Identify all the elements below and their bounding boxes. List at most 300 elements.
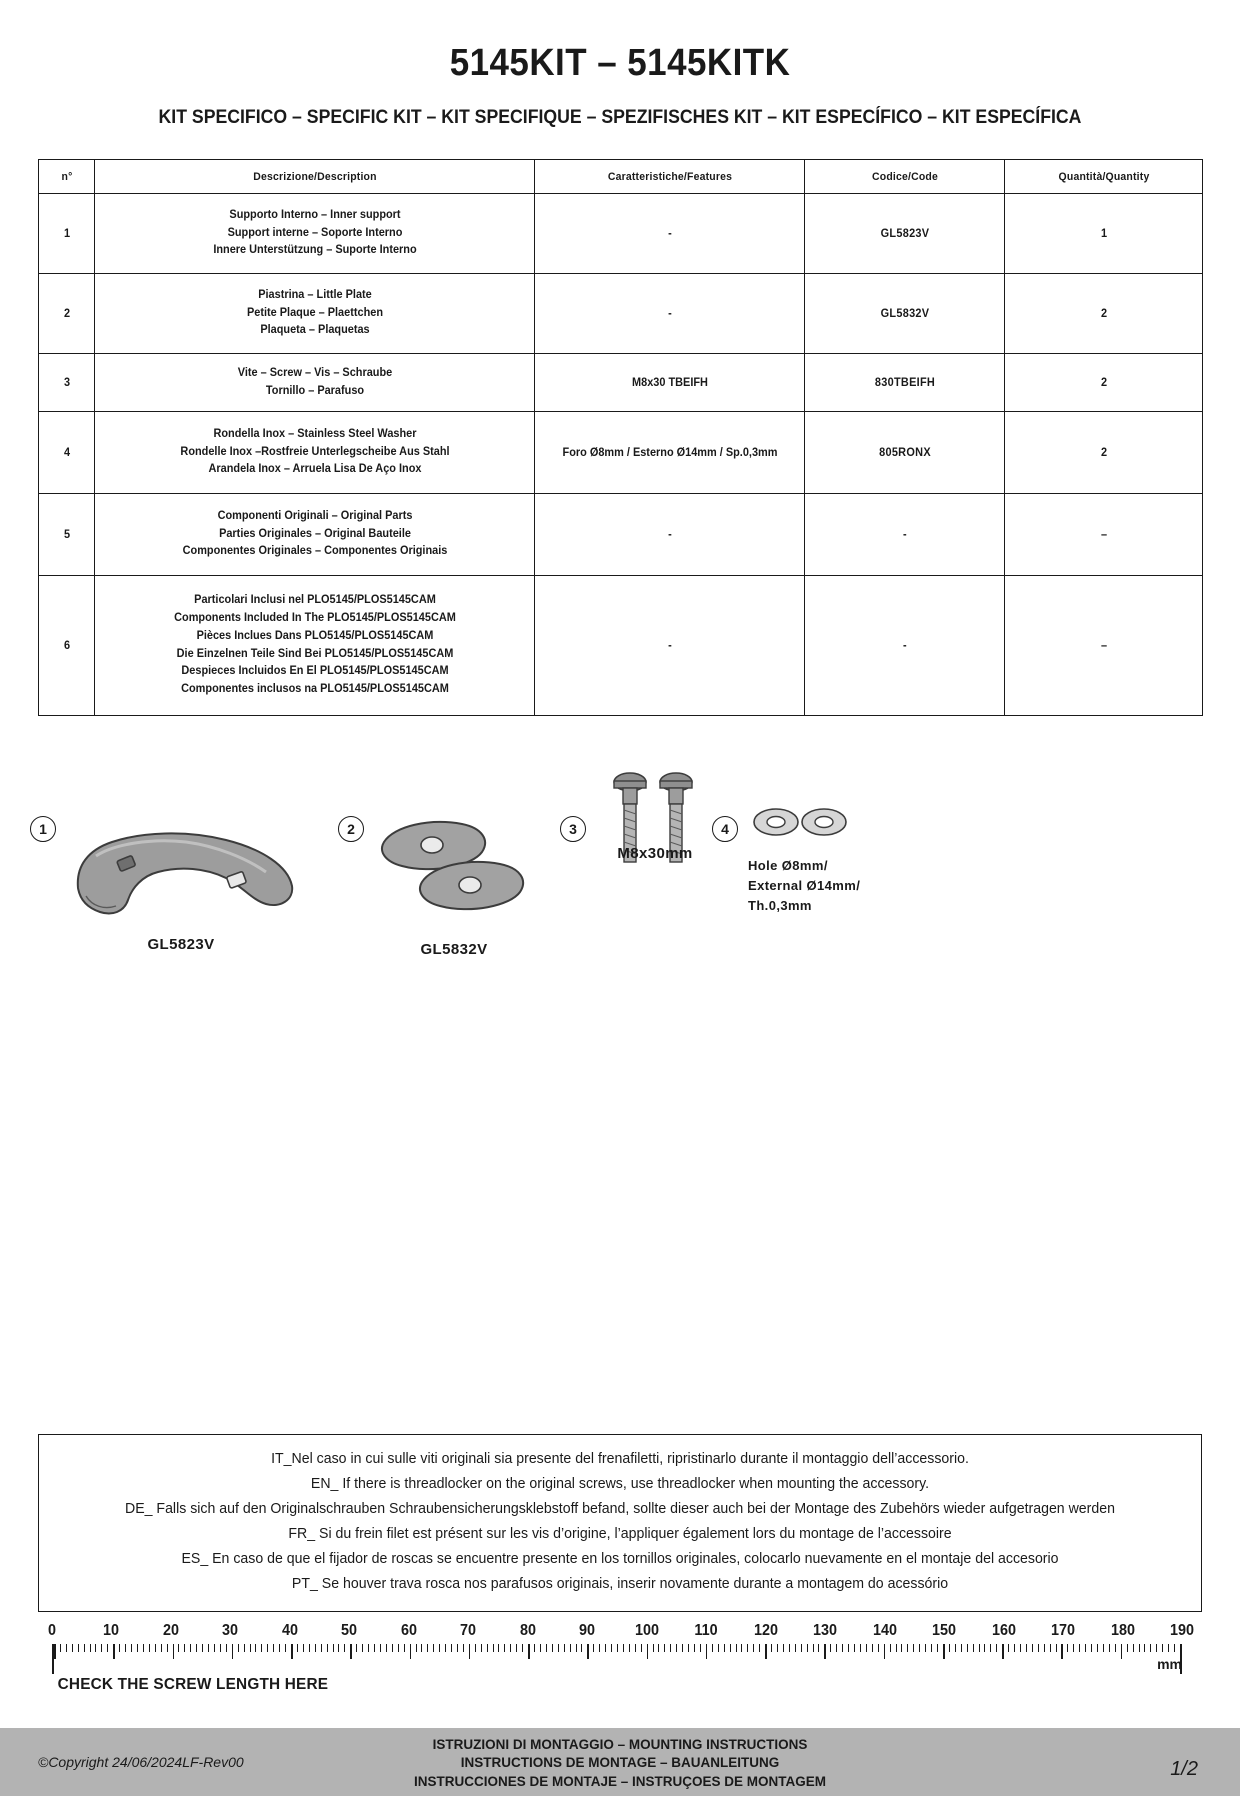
ruler-tick-minor	[1091, 1644, 1092, 1652]
ruler-number: 70	[460, 1622, 477, 1639]
ruler-tick-minor	[807, 1644, 808, 1652]
ruler-number: 130	[813, 1622, 838, 1639]
ruler-tick-minor	[979, 1644, 980, 1652]
ruler-number: 20	[162, 1622, 179, 1639]
ruler-tick-major	[54, 1644, 56, 1659]
ruler-tick-minor	[1085, 1644, 1086, 1652]
ruler-tick-minor	[1073, 1644, 1074, 1652]
ruler-tick-minor	[872, 1644, 873, 1652]
ruler-tick-minor	[214, 1644, 215, 1652]
figure-number-1: 1	[30, 816, 56, 842]
ruler-tick-minor	[516, 1644, 517, 1652]
ruler-tick-minor	[552, 1644, 553, 1652]
ruler-tick-major	[824, 1644, 826, 1659]
ruler-tick-minor	[700, 1644, 701, 1652]
desc-line: Die Einzelnen Teile Sind Bei PLO5145/PLOS5145CAM	[176, 647, 453, 660]
ruler-tick-minor	[261, 1644, 262, 1652]
row-quantity: 2	[1009, 354, 1197, 412]
ruler-tick-minor	[712, 1644, 713, 1652]
table-row	[39, 194, 1203, 274]
ruler-tick-minor	[374, 1644, 375, 1652]
copyright-text: ©Copyright 24/06/2024LF-Rev00	[38, 1754, 244, 1770]
ruler-tick-minor	[830, 1644, 831, 1652]
ruler-tick-minor	[72, 1644, 73, 1652]
warning-line-pt: PT_ Se houver trava rosca nos parafusos originais, inserir novamente durante a montagem do acessório	[291, 1575, 949, 1592]
washer-spec-line: Th.0,3mm	[748, 898, 812, 914]
ruler-tick-minor	[676, 1644, 677, 1652]
row-number: 6	[40, 576, 93, 716]
table-row	[39, 494, 1203, 576]
row-number: 5	[40, 494, 93, 576]
column-header-code: Codice/Code	[810, 160, 1000, 194]
ruler-tick-minor	[226, 1644, 227, 1652]
figure-label-1: GL5823V	[147, 936, 215, 953]
table-row	[39, 274, 1203, 354]
ruler-tick-minor	[1020, 1644, 1021, 1652]
ruler-tick-minor	[1032, 1644, 1033, 1652]
row-description	[106, 274, 524, 354]
ruler-tick-minor	[641, 1644, 642, 1652]
ruler-tick-minor	[576, 1644, 577, 1652]
row-description	[106, 494, 524, 576]
desc-line: Plaqueta – Plaquetas	[259, 324, 370, 337]
ruler-tick-minor	[1156, 1644, 1157, 1652]
ruler-tick-minor	[1067, 1644, 1068, 1652]
ruler-tick-minor	[285, 1644, 286, 1652]
ruler-tick-minor	[1150, 1644, 1151, 1652]
ruler-tick-minor	[1079, 1644, 1080, 1652]
ruler-tick-minor	[854, 1644, 855, 1652]
ruler-tick-minor	[510, 1644, 511, 1652]
ruler-tick-minor	[522, 1644, 523, 1652]
row-quantity: 1	[1009, 194, 1197, 274]
ruler-tick-minor	[380, 1644, 381, 1652]
parts-table-wrapper	[38, 159, 1202, 716]
ruler-tick-minor	[327, 1644, 328, 1652]
desc-line: Supporto Interno – Inner support	[228, 208, 401, 221]
ruler-tick-minor	[60, 1644, 61, 1652]
ruler-tick-minor	[137, 1644, 138, 1652]
ruler-tick-minor	[386, 1644, 387, 1652]
figure-number-3: 3	[560, 816, 586, 842]
ruler-tick-minor	[670, 1644, 671, 1652]
ruler-tick-minor	[1174, 1644, 1175, 1652]
figure-3	[560, 816, 710, 862]
ruler-tick-minor	[84, 1644, 85, 1652]
ruler-tick-minor	[66, 1644, 67, 1652]
ruler-tick-minor	[392, 1644, 393, 1652]
ruler-tick-minor	[653, 1644, 654, 1652]
ruler-tick-minor	[818, 1644, 819, 1652]
figure-4	[712, 816, 868, 916]
ruler-tick-minor	[913, 1644, 914, 1652]
ruler-tick-minor	[777, 1644, 778, 1652]
ruler-tick-minor	[267, 1644, 268, 1652]
ruler-tick-minor	[487, 1644, 488, 1652]
ruler-tick-minor	[321, 1644, 322, 1652]
row-description	[106, 412, 524, 494]
ruler-tick-minor	[570, 1644, 571, 1652]
ruler-number: 10	[103, 1622, 120, 1639]
ruler-tick-minor	[907, 1644, 908, 1652]
row-number: 2	[40, 274, 93, 354]
warning-line-en: EN_ If there is threadlocker on the original screws, use threadlocker when mounting the accessory.	[310, 1475, 930, 1492]
ruler-number: 170	[1051, 1622, 1076, 1639]
desc-line: Components Included In The PLO5145/PLOS5145CAM	[173, 611, 456, 624]
ruler-tick-minor	[534, 1644, 535, 1652]
ruler-tick-minor	[724, 1644, 725, 1652]
row-description	[106, 354, 524, 412]
ruler-tick-major	[173, 1644, 175, 1659]
ruler-number: 30	[222, 1622, 239, 1639]
ruler-tick-minor	[303, 1644, 304, 1652]
ruler-tick-minor	[451, 1644, 452, 1652]
ruler-number: 180	[1110, 1622, 1135, 1639]
ruler-tick-minor	[90, 1644, 91, 1652]
ruler-tick-minor	[925, 1644, 926, 1652]
ruler-tick-minor	[297, 1644, 298, 1652]
ruler-tick-minor	[1168, 1644, 1169, 1652]
ruler-tick-major	[765, 1644, 767, 1659]
ruler-tick-minor	[629, 1644, 630, 1652]
ruler-number: 50	[341, 1622, 358, 1639]
ruler-tick-major	[647, 1644, 649, 1659]
ruler-tick-minor	[1026, 1644, 1027, 1652]
ruler-tick-minor	[896, 1644, 897, 1652]
ruler-tick-major	[350, 1644, 352, 1659]
ruler-tick-minor	[493, 1644, 494, 1652]
ruler-tick-minor	[338, 1644, 339, 1652]
page-footer	[0, 1728, 1240, 1796]
ruler-tick-minor	[208, 1644, 209, 1652]
instruction-sheet	[0, 42, 1240, 1796]
ruler-tick-minor	[333, 1644, 334, 1652]
row-code: 805RONX	[810, 412, 1000, 494]
desc-line: Pièces Inclues Dans PLO5145/PLOS5145CAM	[196, 629, 433, 642]
ruler-tick-minor	[842, 1644, 843, 1652]
ruler-tick-minor	[1144, 1644, 1145, 1652]
ruler-tick-minor	[498, 1644, 499, 1652]
ruler-tick-major	[232, 1644, 234, 1659]
ruler-tick-major	[884, 1644, 886, 1659]
ruler-tick-minor	[202, 1644, 203, 1652]
ruler-tick-major	[528, 1644, 530, 1659]
desc-line: Componentes Originales – Componentes Originais	[182, 545, 447, 558]
ruler-tick-minor	[664, 1644, 665, 1652]
ruler-tick-minor	[682, 1644, 683, 1652]
ruler-tick-minor	[220, 1644, 221, 1652]
ruler-tick-minor	[457, 1644, 458, 1652]
ruler-number: 80	[519, 1622, 536, 1639]
ruler-number: 160	[991, 1622, 1016, 1639]
ruler-number: 0	[47, 1622, 57, 1639]
ruler-tick-minor	[747, 1644, 748, 1652]
ruler-number: 190	[1169, 1622, 1195, 1639]
ruler-tick-minor	[356, 1644, 357, 1652]
ruler-tick-minor	[178, 1644, 179, 1652]
ruler-tick-minor	[1133, 1644, 1134, 1652]
ruler-tick-minor	[771, 1644, 772, 1652]
ruler-tick-minor	[1008, 1644, 1009, 1652]
ruler-tick-minor	[196, 1644, 197, 1652]
washer-spec-line: External Ø14mm/	[748, 878, 861, 894]
ruler-tick-minor	[255, 1644, 256, 1652]
ruler-tick-major	[587, 1644, 589, 1659]
ruler-tick-minor	[149, 1644, 150, 1652]
desc-line: Particolari Inclusi nel PLO5145/PLOS5145CAM	[193, 594, 436, 607]
row-description	[106, 194, 524, 274]
ruler-tick-minor	[238, 1644, 239, 1652]
ruler-tick-minor	[694, 1644, 695, 1652]
figure-number-4: 4	[712, 816, 738, 842]
desc-line: Petite Plaque – Plaettchen	[246, 306, 383, 319]
ruler-tick-minor	[890, 1644, 891, 1652]
footer-titles	[0, 1736, 1240, 1791]
row-quantity: 2	[1009, 274, 1197, 354]
ruler-tick-minor	[937, 1644, 938, 1652]
page-number: 1/2	[1170, 1758, 1198, 1780]
ruler-tick-minor	[398, 1644, 399, 1652]
ruler-scale-numbers	[47, 1622, 1195, 1644]
ruler-tick-minor	[439, 1644, 440, 1652]
ruler-tick-minor	[984, 1644, 985, 1652]
column-header-quantity: Quantità/Quantity	[1009, 160, 1197, 194]
ruler-tick-minor	[78, 1644, 79, 1652]
ruler-tick-minor	[1127, 1644, 1128, 1652]
ruler-tick-minor	[155, 1644, 156, 1652]
ruler-tick-minor	[1103, 1644, 1104, 1652]
row-features: M8x30 TBEIFH	[541, 354, 798, 412]
ruler-tick-minor	[617, 1644, 618, 1652]
ruler-tick-minor	[546, 1644, 547, 1652]
row-code: GL5832V	[810, 274, 1000, 354]
ruler-tick-major	[113, 1644, 115, 1659]
ruler-tick-minor	[368, 1644, 369, 1652]
ruler-tick-major	[291, 1644, 293, 1659]
footer-title-line: INSTRUCCIONES DE MONTAJE – INSTRUÇOES DE MONTAGEM	[413, 1773, 827, 1789]
ruler-tick-major	[410, 1644, 412, 1659]
page-subtitle: KIT SPECIFICO – SPECIFIC KIT – KIT SPECIFIQUE – SPEZIFISCHES KIT – KIT ESPECÍFICO – KIT ESPECÍFICA	[158, 107, 1082, 128]
ruler-tick-minor	[1050, 1644, 1051, 1652]
row-number: 1	[40, 194, 93, 274]
ruler-tick-minor	[611, 1644, 612, 1652]
ruler-tick-minor	[279, 1644, 280, 1652]
ruler-tick-minor	[836, 1644, 837, 1652]
inner-support-illustration	[66, 816, 296, 926]
ruler-tick-minor	[1014, 1644, 1015, 1652]
desc-line: Parties Originales – Original Bauteile	[218, 527, 411, 540]
figure-label-4	[748, 856, 868, 916]
ruler-tick-minor	[309, 1644, 310, 1652]
little-plate-illustration	[374, 816, 534, 931]
ruler-tick-minor	[445, 1644, 446, 1652]
warning-line-fr: FR_ Si du frein filet est présent sur les vis d’origine, l’appliquer également lors du montage de l’accessoire	[288, 1525, 952, 1542]
row-code: 830TBEIFH	[810, 354, 1000, 412]
figure-2	[338, 816, 534, 958]
ruler-tick-minor	[558, 1644, 559, 1652]
ruler-tick-minor	[143, 1644, 144, 1652]
ruler-tick-minor	[95, 1644, 96, 1652]
ruler-tick-minor	[635, 1644, 636, 1652]
ruler-tick-minor	[463, 1644, 464, 1652]
ruler-number: 150	[932, 1622, 957, 1639]
ruler-tick-major	[1121, 1644, 1123, 1659]
ruler-tick-major	[469, 1644, 471, 1659]
ruler-tick-minor	[481, 1644, 482, 1652]
ruler-tick-minor	[184, 1644, 185, 1652]
component-illustrations	[0, 754, 1240, 958]
page-title: 5145KIT – 5145KITK	[449, 42, 791, 84]
desc-line: Support interne – Soporte Interno	[227, 226, 402, 239]
ruler-tick-minor	[718, 1644, 719, 1652]
ruler-tick-minor	[581, 1644, 582, 1652]
desc-line: Vite – Screw – Vis – Schraube	[237, 366, 392, 379]
ruler-tick-minor	[125, 1644, 126, 1652]
ruler-number: 90	[579, 1622, 596, 1639]
ruler-tick-minor	[427, 1644, 428, 1652]
ruler-tick-major	[1061, 1644, 1063, 1659]
ruler-tick-minor	[161, 1644, 162, 1652]
ruler-tick-minor	[801, 1644, 802, 1652]
warning-line-es: ES_ En caso de que el fijador de roscas se encuentre presente en los tornillos originales, colocarlo nuevamente en el montaje del accesorio	[181, 1550, 1059, 1567]
column-header-features: Caratteristiche/Features	[541, 160, 798, 194]
ruler-number: 110	[694, 1622, 718, 1639]
table-header-row	[39, 160, 1203, 194]
table-row	[39, 412, 1203, 494]
column-header-description: Descrizione/Description	[106, 160, 524, 194]
ruler-tick-minor	[860, 1644, 861, 1652]
ruler-tick-minor	[967, 1644, 968, 1652]
footer-title-line: ISTRUZIONI DI MONTAGGIO – MOUNTING INSTRUCTIONS	[432, 1737, 808, 1752]
ruler-tick-minor	[955, 1644, 956, 1652]
ruler-tick-minor	[730, 1644, 731, 1652]
desc-line: Innere Unterstützung – Suporte Interno	[212, 244, 417, 257]
ruler-tick-minor	[996, 1644, 997, 1652]
ruler-tick-minor	[901, 1644, 902, 1652]
row-code: -	[810, 494, 1000, 576]
ruler-tick-minor	[167, 1644, 168, 1652]
ruler-tick-minor	[949, 1644, 950, 1652]
ruler-tick-minor	[931, 1644, 932, 1652]
ruler-tick-minor	[131, 1644, 132, 1652]
ruler-tick-minor	[315, 1644, 316, 1652]
ruler-tick-minor	[101, 1644, 102, 1652]
ruler-tick-minor	[813, 1644, 814, 1652]
warning-line-it: IT_Nel caso in cui sulle viti originali sia presente del frenafiletti, ripristinarlo durante il montaggio dell’accessorio.	[271, 1451, 969, 1467]
row-description	[106, 576, 524, 716]
ruler-tick-minor	[1139, 1644, 1140, 1652]
ruler-tick-major	[706, 1644, 708, 1659]
ruler-tick-minor	[783, 1644, 784, 1652]
ruler-tick-minor	[540, 1644, 541, 1652]
ruler-tick-minor	[1115, 1644, 1116, 1652]
ruler-tick-minor	[599, 1644, 600, 1652]
ruler-tick-minor	[753, 1644, 754, 1652]
ruler-tick-minor	[1109, 1644, 1110, 1652]
ruler-tick-minor	[504, 1644, 505, 1652]
warning-line-de: DE_ Falls sich auf den Originalschrauben Schraubensicherungsklebstoff befand, sollte dieser auch bei der Montage des Zubehörs wieder aufgetragen werden	[125, 1500, 1115, 1517]
figure-label-3: M8x30mm	[617, 845, 693, 862]
screw-illustration	[600, 768, 710, 883]
row-features: -	[541, 576, 798, 716]
parts-table	[38, 159, 1203, 716]
ruler-tick-minor	[593, 1644, 594, 1652]
ruler-tick-minor	[244, 1644, 245, 1652]
ruler-tick-minor	[759, 1644, 760, 1652]
row-features: -	[541, 274, 798, 354]
ruler-tick-minor	[848, 1644, 849, 1652]
ruler-tick-minor	[119, 1644, 120, 1652]
figure-label-2: GL5832V	[420, 941, 488, 958]
ruler-check-label: CHECK THE SCREW LENGTH HERE	[57, 1676, 329, 1693]
ruler-tick-minor	[605, 1644, 606, 1652]
ruler-tick-minor	[1056, 1644, 1057, 1652]
ruler-number: 100	[634, 1622, 659, 1639]
row-quantity: –	[1009, 576, 1197, 716]
desc-line: Despieces Incluidos En El PLO5145/PLOS5145CAM	[180, 665, 449, 678]
ruler-tick-minor	[421, 1644, 422, 1652]
row-code: -	[810, 576, 1000, 716]
ruler-unit-label: mm	[1157, 1656, 1182, 1672]
ruler-tick-minor	[658, 1644, 659, 1652]
ruler-tick-minor	[564, 1644, 565, 1652]
row-features: Foro Ø8mm / Esterno Ø14mm / Sp.0,3mm	[541, 412, 798, 494]
ruler-tick-minor	[961, 1644, 962, 1652]
ruler-number: 120	[753, 1622, 778, 1639]
ruler-number: 60	[400, 1622, 417, 1639]
figure-1	[30, 816, 296, 953]
desc-line: Componenti Originali – Original Parts	[217, 509, 412, 522]
ruler-tick-minor	[1044, 1644, 1045, 1652]
ruler-tick-minor	[973, 1644, 974, 1652]
desc-line: Rondella Inox – Stainless Steel Washer	[212, 427, 416, 440]
ruler-tick-minor	[789, 1644, 790, 1652]
screw-length-ruler	[47, 1622, 1195, 1694]
desc-line: Componentes inclusos na PLO5145/PLOS5145CAM	[180, 683, 449, 696]
ruler-tick-minor	[273, 1644, 274, 1652]
ruler-tick-minor	[919, 1644, 920, 1652]
threadlocker-warning-box	[38, 1434, 1202, 1612]
washer-illustration	[748, 802, 868, 842]
ruler-tick-minor	[344, 1644, 345, 1652]
ruler-tick-minor	[475, 1644, 476, 1652]
ruler-tick-major	[943, 1644, 945, 1659]
table-row	[39, 354, 1203, 412]
ruler-tick-minor	[416, 1644, 417, 1652]
ruler-tick-minor	[688, 1644, 689, 1652]
ruler-tick-minor	[878, 1644, 879, 1652]
ruler-tick-minor	[404, 1644, 405, 1652]
ruler-tick-minor	[866, 1644, 867, 1652]
table-row	[39, 576, 1203, 716]
row-quantity: –	[1009, 494, 1197, 576]
ruler-tick-minor	[250, 1644, 251, 1652]
desc-line: Arandela Inox – Arruela Lisa De Aço Inox	[208, 463, 421, 476]
ruler-tick-minor	[795, 1644, 796, 1652]
washer-spec-line: Hole Ø8mm/	[748, 858, 828, 873]
ruler-tick-minor	[990, 1644, 991, 1652]
footer-title-line: INSTRUCTIONS DE MONTAGE – BAUANLEITUNG	[460, 1755, 780, 1771]
desc-line: Piastrina – Little Plate	[257, 288, 372, 301]
row-features: -	[541, 194, 798, 274]
column-header-number: n°	[40, 160, 93, 194]
ruler-tick-minor	[362, 1644, 363, 1652]
ruler-ticks	[52, 1644, 1182, 1674]
ruler-number: 140	[872, 1622, 897, 1639]
ruler-tick-minor	[623, 1644, 624, 1652]
row-code: GL5823V	[810, 194, 1000, 274]
desc-line: Tornillo – Parafuso	[265, 384, 364, 397]
